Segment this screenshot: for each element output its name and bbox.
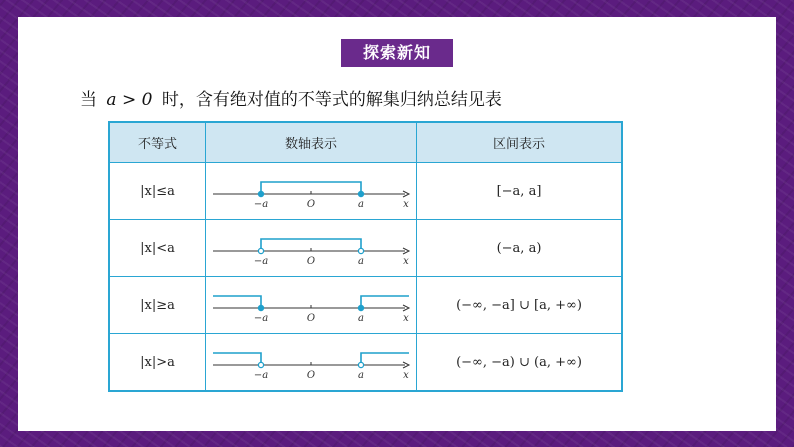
axis-label: a <box>358 370 364 381</box>
open-endpoint <box>358 362 363 367</box>
slide-content <box>18 17 776 431</box>
table-header-row <box>109 122 622 163</box>
table-row <box>109 220 622 277</box>
interval-cell: [−a, a] <box>417 163 623 220</box>
closed-endpoint <box>358 191 363 196</box>
axis-label: a <box>358 256 364 267</box>
interval-cell: (−a, a) <box>417 220 623 277</box>
header-number-line: 数轴表示 <box>206 122 417 163</box>
number-line <box>211 283 411 327</box>
axis-label: x <box>403 199 409 210</box>
intro-prefix: 当 <box>80 90 97 110</box>
axis-label: x <box>403 256 409 267</box>
axis-label: a <box>358 199 364 210</box>
solution-ray-left <box>213 296 261 308</box>
axis-label: −a <box>253 370 269 381</box>
interval-cell: (−∞, −a] ∪ [a, +∞) <box>417 277 623 334</box>
open-endpoint <box>358 248 363 253</box>
axis-label: O <box>306 313 316 324</box>
axis-label: −a <box>253 199 269 210</box>
solution-ray-right <box>361 353 409 365</box>
table-row <box>109 277 622 334</box>
closed-endpoint <box>358 305 363 310</box>
header-inequality: 不等式 <box>109 122 206 163</box>
solution-ray-right <box>361 296 409 308</box>
number-line-cell <box>206 277 417 334</box>
axis-label: O <box>306 370 316 381</box>
solution-ray-left <box>213 353 261 365</box>
number-line <box>211 169 411 213</box>
intro-suffix: 时，含有绝对值的不等式的解集归纳总结见表 <box>161 90 502 110</box>
closed-endpoint <box>258 305 263 310</box>
axis-label: O <box>306 256 316 267</box>
number-line <box>211 226 411 270</box>
inequality-cell: |x|<a <box>109 220 206 277</box>
inequality-cell: |x|≤a <box>109 163 206 220</box>
axis-label: −a <box>253 313 269 324</box>
axis-label: O <box>306 199 316 210</box>
solution-table <box>108 121 623 392</box>
table-row <box>109 163 622 220</box>
interval-cell: (−∞, −a) ∪ (a, +∞) <box>417 334 623 392</box>
inequality-cell: |x|≥a <box>109 277 206 334</box>
intro-sentence <box>80 85 502 110</box>
section-title: 探索新知 <box>341 39 453 67</box>
axis-label: a <box>358 313 364 324</box>
inequality-cell: |x|>a <box>109 334 206 392</box>
number-line-cell <box>206 220 417 277</box>
number-line-cell <box>206 334 417 392</box>
number-line-cell <box>206 163 417 220</box>
header-interval: 区间表示 <box>417 122 623 163</box>
open-endpoint <box>258 248 263 253</box>
intro-condition: a > 0 <box>106 90 153 110</box>
table-row <box>109 334 622 392</box>
axis-label: x <box>403 313 409 324</box>
axis-label: x <box>403 370 409 381</box>
number-line <box>211 340 411 384</box>
axis-label: −a <box>253 256 269 267</box>
open-endpoint <box>258 362 263 367</box>
closed-endpoint <box>258 191 263 196</box>
